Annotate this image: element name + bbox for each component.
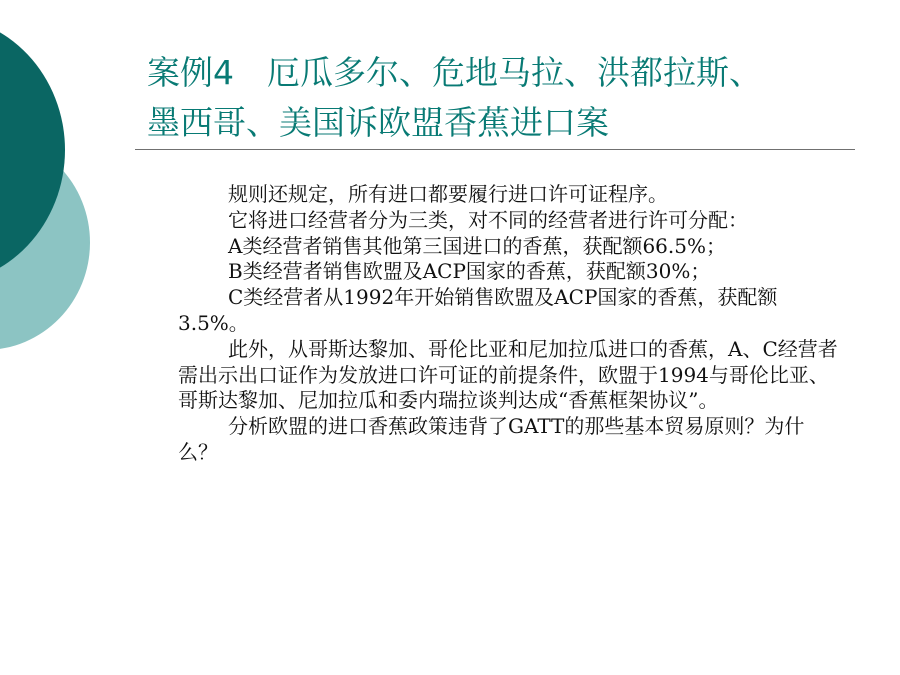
paragraph-3: A类经营者销售其他第三国进口的香蕉，获配额66.5%； bbox=[228, 233, 726, 258]
paragraph-4: B类经营者销售欧盟及ACP国家的香蕉，获配额30%； bbox=[228, 259, 711, 284]
paragraph-6: 此外，从哥斯达黎加、哥伦比亚和尼加拉瓜进口的香蕉，A、C经营者需出示出口证作为发放进口许可证的前提条件，欧盟于1994与哥伦比亚、哥斯达黎加、尼加拉瓜和委内瑞拉谈判达成“香蕉框架协议”。 bbox=[178, 336, 838, 413]
slide-title bbox=[147, 48, 877, 148]
paragraph-1: 规则还规定，所有进口都要履行进口许可证程序。 bbox=[228, 182, 668, 206]
title-divider bbox=[135, 149, 855, 150]
paragraph-5: C类经营者从1992年开始销售欧盟及ACP国家的香蕉，获配额3.5%。 bbox=[178, 285, 778, 335]
paragraph-7: 分析欧盟的进口香蕉政策违背了GATT的那些基本贸易原则？为什么？ bbox=[178, 414, 805, 464]
title-line-1: 案例4 厄瓜多尔、危地马拉、洪都拉斯、 bbox=[147, 53, 762, 92]
title-line-2: 墨西哥、美国诉欧盟香蕉进口案 bbox=[147, 103, 609, 142]
slide-body bbox=[178, 182, 838, 466]
paragraph-2: 它将进口经营者分为三类，对不同的经营者进行许可分配： bbox=[228, 207, 748, 232]
